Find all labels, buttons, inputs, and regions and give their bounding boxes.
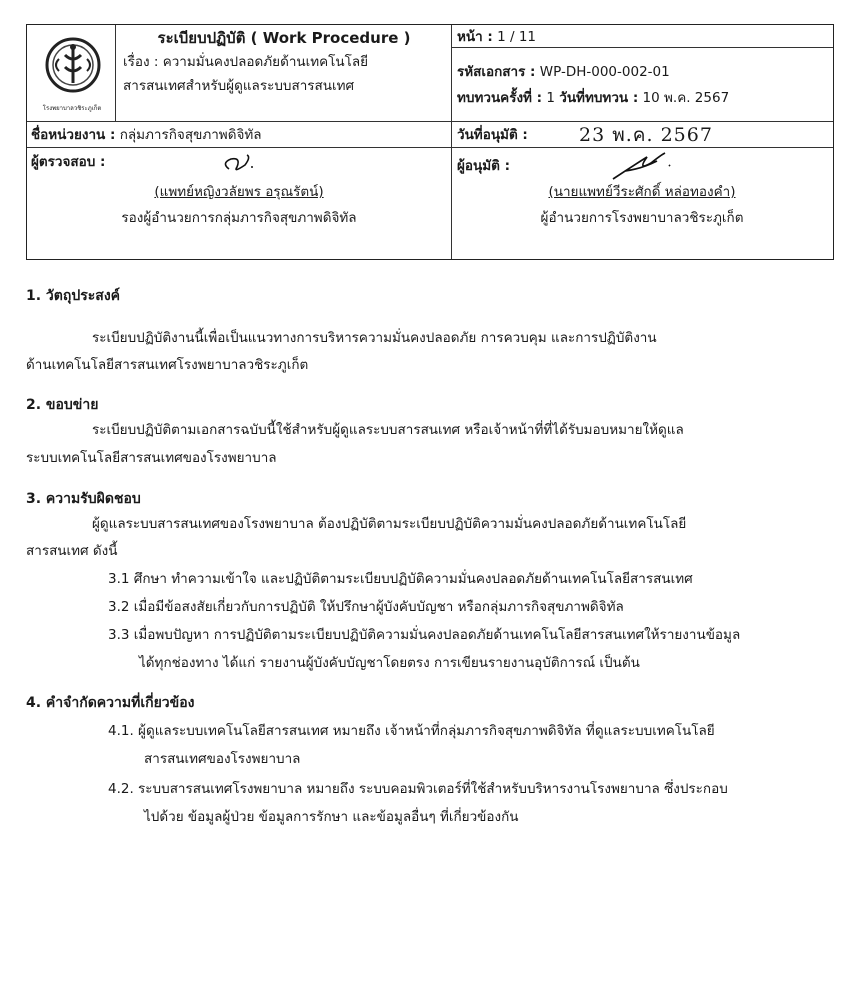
section-1-paragraph-cont: ด้านเทคโนโลยีสารสนเทศโรงพยาบาลวชิระภูเก็ต bbox=[26, 357, 309, 373]
procedure-title: ระเบียบปฏิบัติ ( Work Procedure ) bbox=[157, 29, 411, 47]
reviewer-title: รองผู้อำนวยการกลุ่มภารกิจสุขภาพดิจิทัล bbox=[121, 210, 357, 226]
section-3-item-3: 3.3 เมื่อพบปัญหา การปฏิบัติตามระเบียบปฏิบัติความมั่นคงปลอดภัยด้านเทคโนโลยีสารสนเทศให้รายงานข้อมูล bbox=[108, 627, 741, 643]
subject-line-2: สารสนเทศสำหรับผู้ดูแลระบบสารสนเทศ bbox=[123, 78, 355, 94]
approve-date-label: วันที่อนุมัติ : bbox=[457, 127, 528, 143]
section-3-paragraph: ผู้ดูแลระบบสารสนเทศของโรงพยาบาล ต้องปฏิบัติตามระเบียบปฏิบัติความมั่นคงปลอดภัยด้านเทคโนโลยี bbox=[92, 516, 687, 532]
page-number: หน้า : 1 / 11 bbox=[457, 29, 537, 45]
section-4-item-1: 4.1. ผู้ดูแลระบบเทคโนโลยีสารสนเทศ หมายถึง เจ้าหน้าที่กลุ่มภารกิจสุขภาพดิจิทัล ที่ดูแลระบบเทคโนโลยี bbox=[108, 723, 715, 739]
section-2-paragraph: ระเบียบปฏิบัติตามเอกสารฉบับนี้ใช้สำหรับผู้ดูแลระบบสารสนเทศ หรือเจ้าหน้าที่ที่ได้รับมอบหมายให้ดูแล bbox=[92, 422, 684, 438]
approve-date-stamp: 23 พ.ค. 2567 bbox=[579, 124, 713, 146]
section-4-item-2-cont: ไปด้วย ข้อมูลผู้ป่วย ข้อมูลการรักษา และข้อมูลอื่นๆ ที่เกี่ยวข้องกัน bbox=[144, 809, 519, 825]
section-3-item-1: 3.1 ศึกษา ทำความเข้าใจ และปฏิบัติตามระเบียบปฏิบัติความมั่นคงปลอดภัยด้านเทคโนโลยีสารสนเทศ bbox=[108, 571, 693, 587]
section-1-paragraph: ระเบียบปฏิบัติงานนี้เพื่อเป็นแนวทางการบริหารความมั่นคงปลอดภัย การควบคุม และการปฏิบัติงาน bbox=[92, 330, 657, 346]
section-1-title: 1. วัตถุประสงค์ bbox=[26, 288, 121, 304]
section-4-item-1-cont: สารสนเทศของโรงพยาบาล bbox=[144, 751, 301, 767]
approver-label: ผู้อนุมัติ : bbox=[457, 158, 511, 174]
section-3-item-3-cont: ได้ทุกช่องทาง ได้แก่ รายงานผู้บังคับบัญชาโดยตรง การเขียนรายงานอุบัติการณ์ เป็นต้น bbox=[139, 655, 640, 671]
unit-name: ชื่อหน่วยงาน : กลุ่มภารกิจสุขภาพดิจิทัล bbox=[31, 127, 262, 143]
section-4-item-2: 4.2. ระบบสารสนเทศโรงพยาบาล หมายถึง ระบบคอมพิวเตอร์ที่ใช้สำหรับบริหารงานโรงพยาบาล ซึ่งประกอบ bbox=[108, 781, 728, 797]
section-2-paragraph-cont: ระบบเทคโนโลยีสารสนเทศของโรงพยาบาล bbox=[26, 450, 277, 466]
reviewer-label: ผู้ตรวจสอบ : bbox=[31, 154, 106, 170]
document-header-table bbox=[26, 24, 834, 260]
review-info: ทบทวนครั้งที่ : 1 วันที่ทบทวน : 10 พ.ค. 2567 bbox=[457, 90, 730, 106]
section-2-title: 2. ขอบข่าย bbox=[26, 397, 99, 413]
section-4-title: 4. คำจำกัดความที่เกี่ยวข้อง bbox=[26, 695, 195, 711]
reviewer-signature bbox=[217, 151, 267, 177]
section-3-title: 3. ความรับผิดชอบ bbox=[26, 491, 141, 507]
logo-caption: โรงพยาบาลวชิระภูเก็ต bbox=[42, 105, 102, 112]
divider bbox=[115, 25, 116, 121]
section-3-item-2: 3.2 เมื่อมีข้อสงสัยเกี่ยวกับการปฏิบัติ ให้ปรึกษาผู้บังคับบัญชา หรือกลุ่มภารกิจสุขภาพดิจิทัล bbox=[108, 599, 624, 615]
section-3-paragraph-cont: สารสนเทศ ดังนี้ bbox=[26, 543, 118, 559]
approver-signature bbox=[607, 149, 677, 185]
subject-line-1: เรื่อง : ความมั่นคงปลอดภัยด้านเทคโนโลยี bbox=[123, 54, 369, 70]
approver-name: (นายแพทย์วีระศักดิ์ หล่อทองคำ) bbox=[548, 184, 736, 200]
approver-title: ผู้อำนวยการโรงพยาบาลวชิระภูเก็ต bbox=[540, 210, 744, 226]
reviewer-name: (แพทย์หญิงวลัยพร อรุณรัตน์) bbox=[154, 184, 324, 200]
hospital-logo bbox=[37, 33, 109, 109]
document-number: รหัสเอกสาร : WP-DH-000-002-01 bbox=[457, 64, 670, 80]
